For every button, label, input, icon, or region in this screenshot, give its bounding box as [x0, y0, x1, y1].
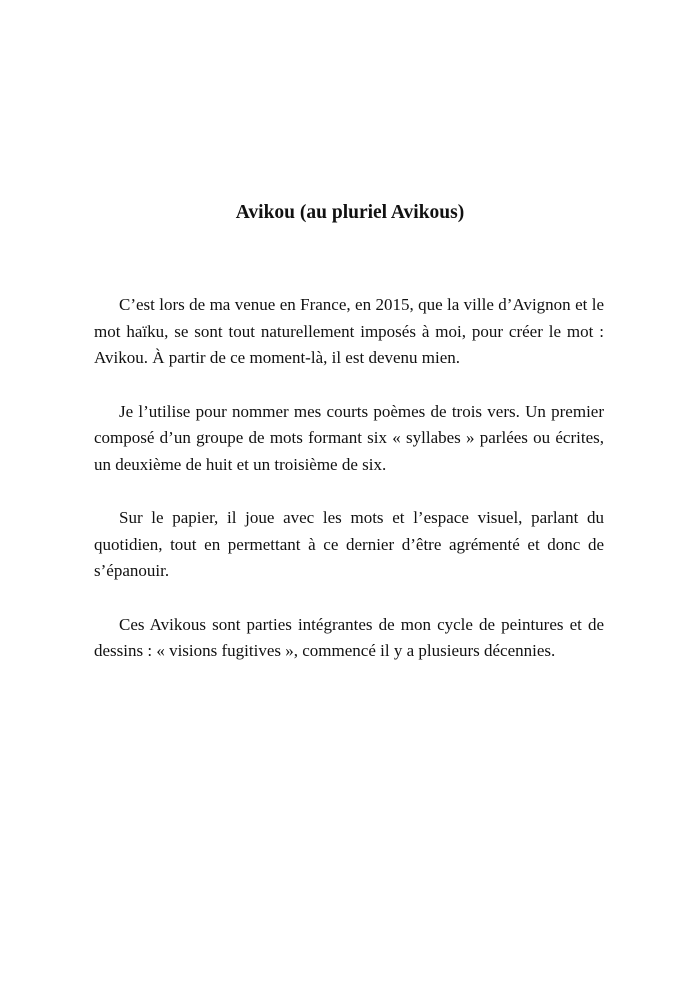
body-text: [94, 292, 604, 692]
paragraph-3: Sur le papier, il joue avec les mots et l’espace visuel, parlant du quotidien, tout en permettant à ce dernier d’être agrémenté et donc de s’épanouir.: [94, 508, 604, 580]
paragraph-4: Ces Avikous sont parties intégrantes de mon cycle de peintures et de dessins : « visions fugitives », commencé il y a plusieurs décennies.: [94, 614, 604, 660]
paragraph-1: C’est lors de ma venue en France, en 2015, que la ville d’Avignon et le mot haïku, se sont tout naturellement imposés à moi, pour créer le mot : Avikou. À partir de ce moment-là, il est devenu mien.: [94, 295, 604, 367]
paragraph-2: Je l’utilise pour nommer mes courts poèmes de trois vers. Un premier composé d’un groupe de mots formant six « syllabes » parlées ou écrites, un deuxième de huit et un troisième de six.: [94, 401, 604, 474]
page-title: Avikou (au pluriel Avikous): [235, 202, 465, 223]
